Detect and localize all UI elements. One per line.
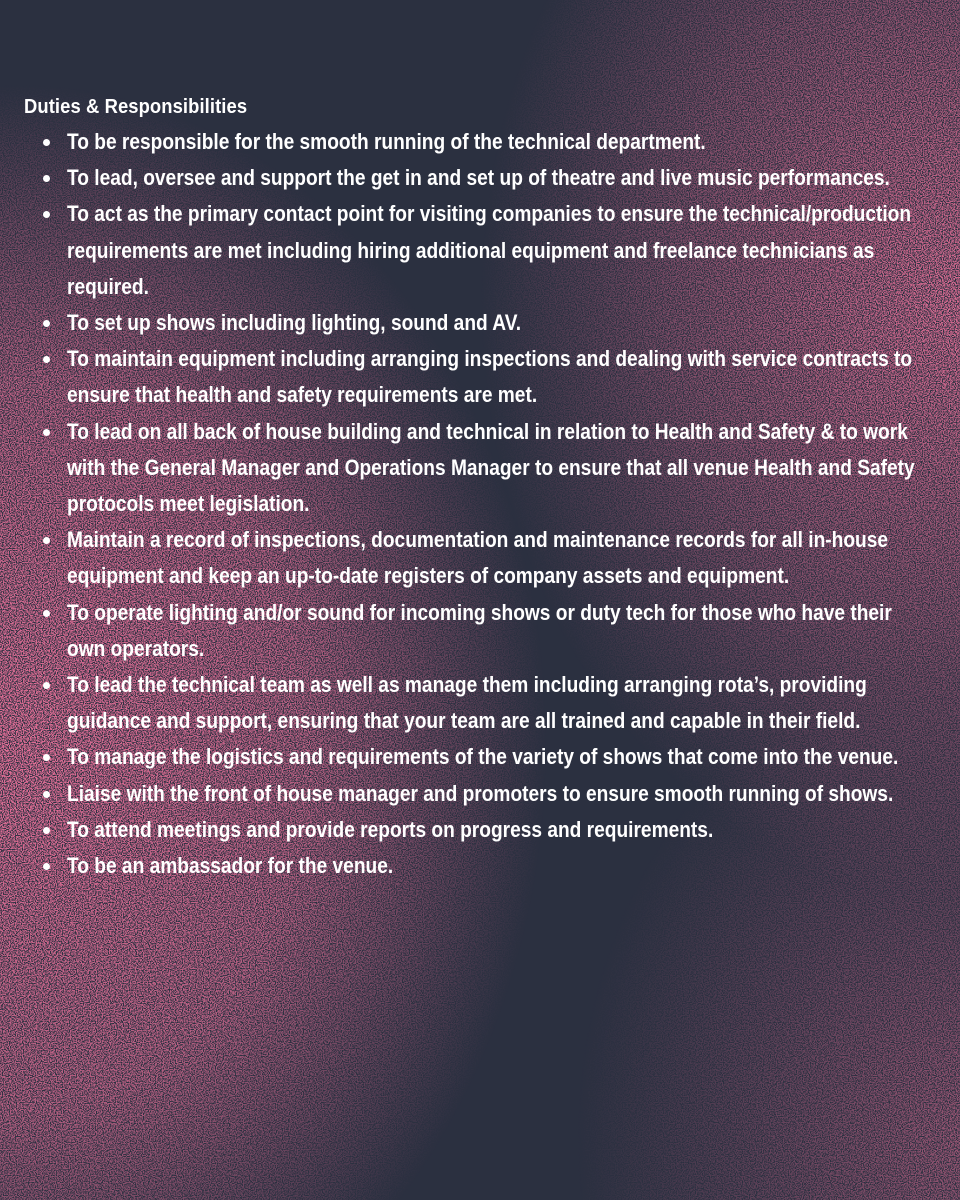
duty-item bbox=[24, 776, 936, 812]
duty-item bbox=[24, 667, 936, 739]
duty-item bbox=[24, 739, 936, 775]
bullet-icon bbox=[43, 175, 50, 182]
duty-item bbox=[24, 848, 936, 884]
bullet-icon bbox=[43, 754, 50, 761]
duty-text: To lead on all back of house building and technical in relation to Health and Safety & to work with the General Manager and Operations Manager to ensure that all venue Health and Safety protocols meet legislation. bbox=[67, 418, 915, 517]
bullet-icon bbox=[43, 827, 50, 834]
duty-text: Liaise with the front of house manager and promoters to ensure smooth running of shows. bbox=[67, 780, 894, 806]
duties-section bbox=[24, 90, 936, 884]
duty-item bbox=[24, 305, 936, 341]
duty-text: To act as the primary contact point for visiting companies to ensure the technical/production requirements are met including hiring additional equipment and freelance technicians as required. bbox=[67, 201, 912, 299]
bullet-icon bbox=[43, 610, 50, 617]
duty-text: To be responsible for the smooth running of the technical department. bbox=[67, 129, 706, 154]
duty-item bbox=[24, 160, 936, 196]
bullet-icon bbox=[43, 791, 50, 798]
bullet-icon bbox=[43, 537, 50, 544]
bullet-icon bbox=[43, 429, 50, 436]
duty-text: To operate lighting and/or sound for incoming shows or duty tech for those who have their own operators. bbox=[67, 599, 892, 661]
duty-text: To be an ambassador for the venue. bbox=[67, 853, 394, 879]
duty-text: To manage the logistics and requirements of the variety of shows that come into the venue. bbox=[67, 744, 899, 770]
duty-text: To lead the technical team as well as manage them including arranging rota’s, providing guidance and support, ensuring that your team are all trained and capable in their field. bbox=[67, 672, 867, 734]
duty-text: To attend meetings and provide reports on progress and requirements. bbox=[67, 816, 714, 842]
bullet-icon bbox=[43, 211, 50, 218]
duty-text: Maintain a record of inspections, documentation and maintenance records for all in-house equipment and keep an up-to-date registers of company assets and equipment. bbox=[67, 527, 889, 589]
duty-item bbox=[24, 341, 936, 413]
duty-text: To set up shows including lighting, sound and AV. bbox=[67, 310, 522, 336]
duty-item bbox=[24, 522, 936, 594]
duties-list bbox=[24, 124, 936, 884]
duty-text: To maintain equipment including arranging inspections and dealing with service contracts to ensure that health and safety requirements are met. bbox=[67, 346, 913, 408]
bullet-icon bbox=[43, 863, 50, 870]
duty-item bbox=[24, 196, 936, 305]
duty-item bbox=[24, 124, 936, 160]
duty-item bbox=[24, 595, 936, 667]
bullet-icon bbox=[43, 139, 50, 146]
duty-item bbox=[24, 812, 936, 848]
duty-item bbox=[24, 414, 936, 523]
bullet-icon bbox=[43, 356, 50, 363]
duty-text: To lead, oversee and support the get in and set up of theatre and live music performances. bbox=[67, 165, 890, 191]
bullet-icon bbox=[43, 320, 50, 327]
bullet-icon bbox=[43, 682, 50, 689]
section-heading: Duties & Responsibilities bbox=[24, 96, 248, 118]
